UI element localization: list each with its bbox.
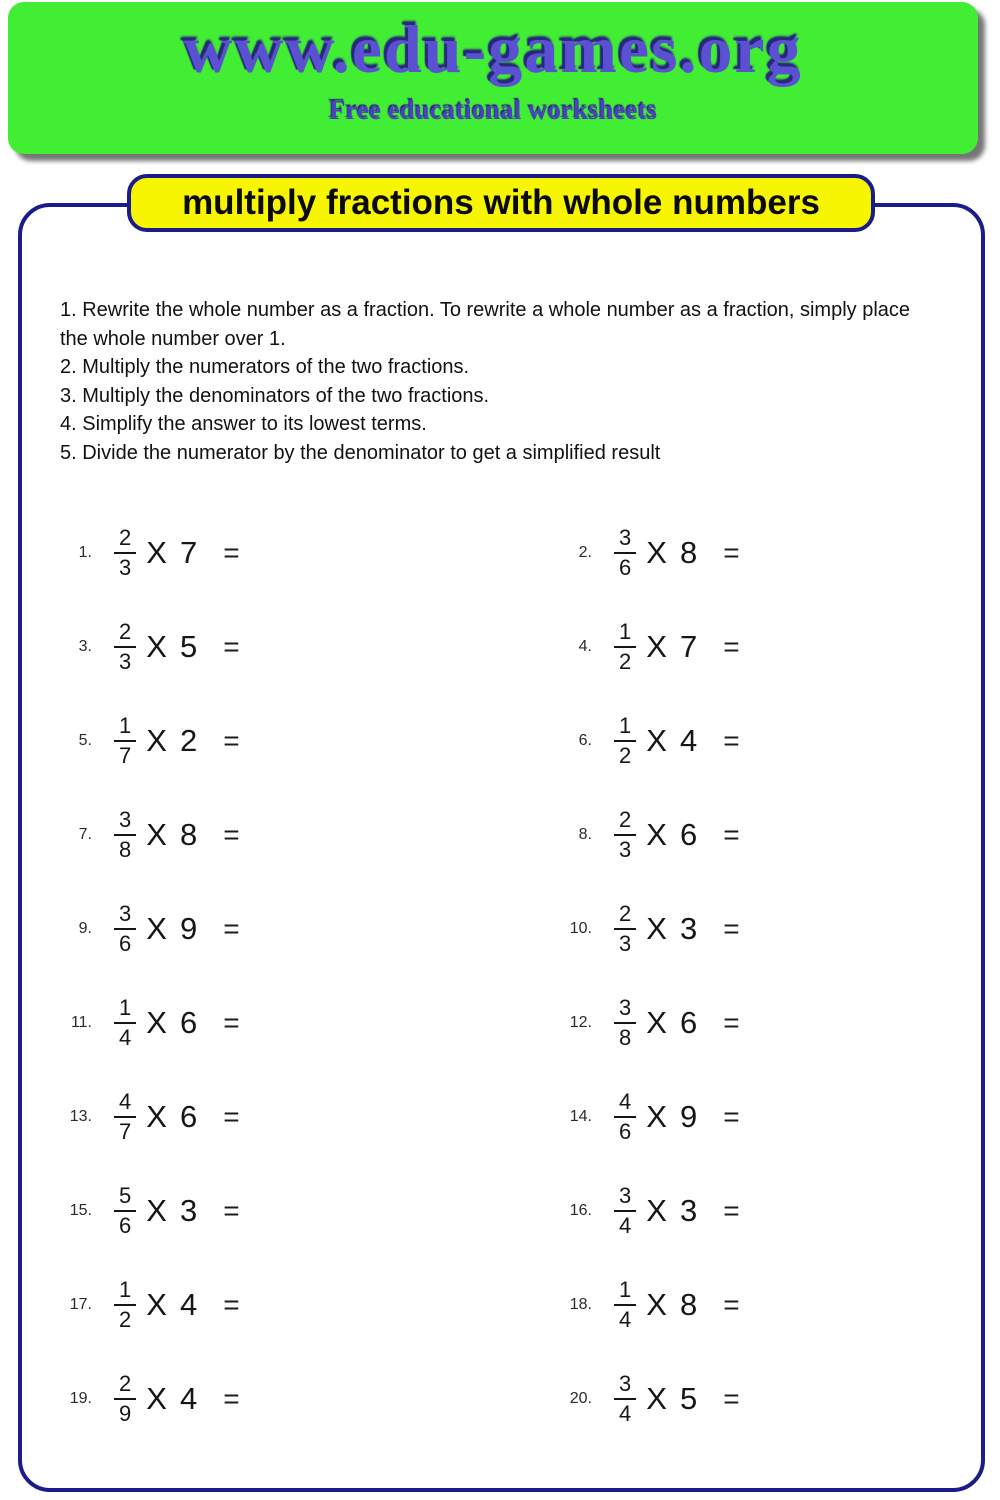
problem-item <box>500 506 1000 600</box>
fraction-numerator: 3 <box>614 1372 636 1399</box>
equals-sign: = <box>223 1195 240 1226</box>
fraction-numerator: 1 <box>114 996 136 1023</box>
fraction <box>614 1184 636 1237</box>
fraction <box>114 996 136 1049</box>
fraction-denominator: 4 <box>619 1306 632 1332</box>
multiply-sign: X <box>146 1381 167 1416</box>
fraction-numerator: 3 <box>114 902 136 929</box>
equals-sign: = <box>223 913 240 944</box>
multiply-sign: X <box>646 1099 667 1134</box>
fraction-denominator: 8 <box>619 1024 632 1050</box>
site-banner <box>8 2 978 154</box>
whole-number: 4 <box>179 1287 198 1322</box>
whole-number: 3 <box>679 1193 698 1228</box>
fraction-numerator: 2 <box>114 526 136 553</box>
fraction-denominator: 2 <box>119 1306 132 1332</box>
problem-number: 12. <box>569 1014 592 1031</box>
fraction <box>614 1090 636 1143</box>
problem-item <box>0 788 500 882</box>
problem-item <box>0 1352 500 1446</box>
multiply-sign: X <box>146 817 167 852</box>
problem-number: 13. <box>69 1108 92 1125</box>
multiply-sign: X <box>646 629 667 664</box>
problem-item <box>500 882 1000 976</box>
whole-number: 8 <box>179 817 198 852</box>
problem-item <box>0 882 500 976</box>
fraction-denominator: 3 <box>119 554 132 580</box>
multiply-sign: X <box>146 1193 167 1228</box>
whole-number: 9 <box>179 911 198 946</box>
fraction <box>114 1184 136 1237</box>
problem-number: 5. <box>78 732 92 749</box>
fraction <box>614 526 636 579</box>
fraction-denominator: 2 <box>619 648 632 674</box>
multiply-sign: X <box>646 535 667 570</box>
equals-sign: = <box>723 1101 740 1132</box>
equals-sign: = <box>723 1007 740 1038</box>
instruction-line: 4. Simplify the answer to its lowest terms. <box>60 413 427 435</box>
problem-number: 17. <box>69 1296 92 1313</box>
problems-grid <box>0 506 1000 1446</box>
whole-number: 6 <box>179 1005 198 1040</box>
problem-number: 8. <box>578 826 592 843</box>
problem-number: 6. <box>578 732 592 749</box>
whole-number: 8 <box>679 1287 698 1322</box>
fraction <box>614 808 636 861</box>
equals-sign: = <box>723 1383 740 1414</box>
multiply-sign: X <box>646 911 667 946</box>
whole-number: 6 <box>679 817 698 852</box>
whole-number: 6 <box>679 1005 698 1040</box>
problem-item <box>0 1258 500 1352</box>
multiply-sign: X <box>146 535 167 570</box>
fraction-denominator: 3 <box>619 836 632 862</box>
problem-number: 4. <box>578 638 592 655</box>
fraction <box>614 902 636 955</box>
equals-sign: = <box>723 819 740 850</box>
whole-number: 5 <box>179 629 198 664</box>
fraction <box>614 1372 636 1425</box>
equals-sign: = <box>723 631 740 662</box>
problem-number: 20. <box>569 1390 592 1407</box>
instruction-line: 2. Multiply the numerators of the two fractions. <box>60 356 470 378</box>
fraction <box>614 996 636 1049</box>
fraction-numerator: 2 <box>614 808 636 835</box>
multiply-sign: X <box>146 629 167 664</box>
multiply-sign: X <box>146 1005 167 1040</box>
whole-number: 5 <box>679 1381 698 1416</box>
problem-item <box>0 694 500 788</box>
fraction-denominator: 4 <box>619 1212 632 1238</box>
problem-item <box>0 600 500 694</box>
problem-number: 9. <box>78 920 92 937</box>
multiply-sign: X <box>146 723 167 758</box>
problem-item <box>500 1070 1000 1164</box>
worksheet-title: multiply fractions with whole numbers <box>182 183 820 222</box>
fraction-denominator: 6 <box>119 1212 132 1238</box>
fraction-denominator: 4 <box>619 1400 632 1426</box>
equals-sign: = <box>223 819 240 850</box>
fraction-numerator: 1 <box>614 620 636 647</box>
fraction-denominator: 3 <box>119 648 132 674</box>
multiply-sign: X <box>646 1193 667 1228</box>
whole-number: 3 <box>679 911 698 946</box>
whole-number: 6 <box>179 1099 198 1134</box>
equals-sign: = <box>723 725 740 756</box>
problem-number: 11. <box>70 1014 92 1031</box>
fraction <box>114 620 136 673</box>
fraction-numerator: 5 <box>114 1184 136 1211</box>
problem-item <box>0 506 500 600</box>
fraction-denominator: 7 <box>119 742 132 768</box>
equals-sign: = <box>223 631 240 662</box>
problem-number: 10. <box>569 920 592 937</box>
problem-number: 2. <box>578 544 592 561</box>
problem-number: 7. <box>78 826 92 843</box>
problem-number: 19. <box>69 1390 92 1407</box>
multiply-sign: X <box>646 1381 667 1416</box>
fraction-numerator: 3 <box>614 526 636 553</box>
whole-number: 9 <box>679 1099 698 1134</box>
equals-sign: = <box>223 1289 240 1320</box>
site-tagline: Free educational worksheets <box>329 95 657 125</box>
fraction <box>114 1278 136 1331</box>
fraction-numerator: 4 <box>614 1090 636 1117</box>
multiply-sign: X <box>646 1005 667 1040</box>
problem-number: 16. <box>569 1202 592 1219</box>
problem-item <box>500 788 1000 882</box>
whole-number: 7 <box>179 535 198 570</box>
fraction <box>114 714 136 767</box>
problem-item <box>500 1164 1000 1258</box>
problem-number: 15. <box>69 1202 92 1219</box>
whole-number: 4 <box>679 723 698 758</box>
equals-sign: = <box>223 1007 240 1038</box>
whole-number: 8 <box>679 535 698 570</box>
fraction <box>114 1090 136 1143</box>
whole-number: 3 <box>179 1193 198 1228</box>
multiply-sign: X <box>146 1099 167 1134</box>
multiply-sign: X <box>646 1287 667 1322</box>
fraction <box>114 1372 136 1425</box>
multiply-sign: X <box>146 911 167 946</box>
fraction-denominator: 2 <box>619 742 632 768</box>
instruction-line: 1. Rewrite the whole number as a fraction. To rewrite a whole number as a fraction, simply place the whole number over 1. <box>60 299 911 350</box>
whole-number: 4 <box>179 1381 198 1416</box>
fraction <box>114 902 136 955</box>
worksheet-title-pill <box>127 174 875 232</box>
fraction-denominator: 8 <box>119 836 132 862</box>
problem-item <box>0 1070 500 1164</box>
problem-number: 3. <box>78 638 92 655</box>
problem-item <box>0 976 500 1070</box>
fraction <box>114 526 136 579</box>
fraction-denominator: 9 <box>119 1400 132 1426</box>
problem-item <box>500 1258 1000 1352</box>
whole-number: 2 <box>179 723 198 758</box>
fraction-numerator: 1 <box>114 1278 136 1305</box>
problem-number: 1. <box>78 544 92 561</box>
instruction-line: 5. Divide the numerator by the denominator to get a simplified result <box>60 441 661 464</box>
whole-number: 7 <box>679 629 698 664</box>
fraction-numerator: 1 <box>614 1278 636 1305</box>
fraction-denominator: 7 <box>119 1118 132 1144</box>
fraction-denominator: 3 <box>619 930 632 956</box>
fraction-numerator: 2 <box>114 620 136 647</box>
problem-item <box>0 1164 500 1258</box>
instructions-block <box>60 296 940 467</box>
fraction-denominator: 6 <box>619 554 632 580</box>
fraction <box>614 714 636 767</box>
equals-sign: = <box>723 537 740 568</box>
problem-item <box>500 600 1000 694</box>
fraction-denominator: 6 <box>119 930 132 956</box>
fraction <box>114 808 136 861</box>
equals-sign: = <box>723 1289 740 1320</box>
fraction-denominator: 4 <box>119 1024 132 1050</box>
fraction-numerator: 2 <box>114 1372 136 1399</box>
equals-sign: = <box>223 1383 240 1414</box>
equals-sign: = <box>723 1195 740 1226</box>
fraction-numerator: 4 <box>114 1090 136 1117</box>
problem-number: 18. <box>569 1296 592 1313</box>
fraction-denominator: 6 <box>619 1118 632 1144</box>
problem-item <box>500 1352 1000 1446</box>
fraction-numerator: 2 <box>614 902 636 929</box>
fraction-numerator: 3 <box>114 808 136 835</box>
multiply-sign: X <box>146 1287 167 1322</box>
multiply-sign: X <box>646 723 667 758</box>
equals-sign: = <box>223 537 240 568</box>
fraction-numerator: 3 <box>614 996 636 1023</box>
site-url-title: www.edu-games.org <box>183 11 803 87</box>
instruction-line: 3. Multiply the denominators of the two fractions. <box>60 384 490 407</box>
equals-sign: = <box>723 913 740 944</box>
fraction-numerator: 3 <box>614 1184 636 1211</box>
problem-number: 14. <box>569 1108 592 1125</box>
fraction-numerator: 1 <box>614 714 636 741</box>
equals-sign: = <box>223 1101 240 1132</box>
fraction <box>614 1278 636 1331</box>
problem-item <box>500 976 1000 1070</box>
equals-sign: = <box>223 725 240 756</box>
multiply-sign: X <box>646 817 667 852</box>
problem-item <box>500 694 1000 788</box>
fraction <box>614 620 636 673</box>
fraction-numerator: 1 <box>114 714 136 741</box>
